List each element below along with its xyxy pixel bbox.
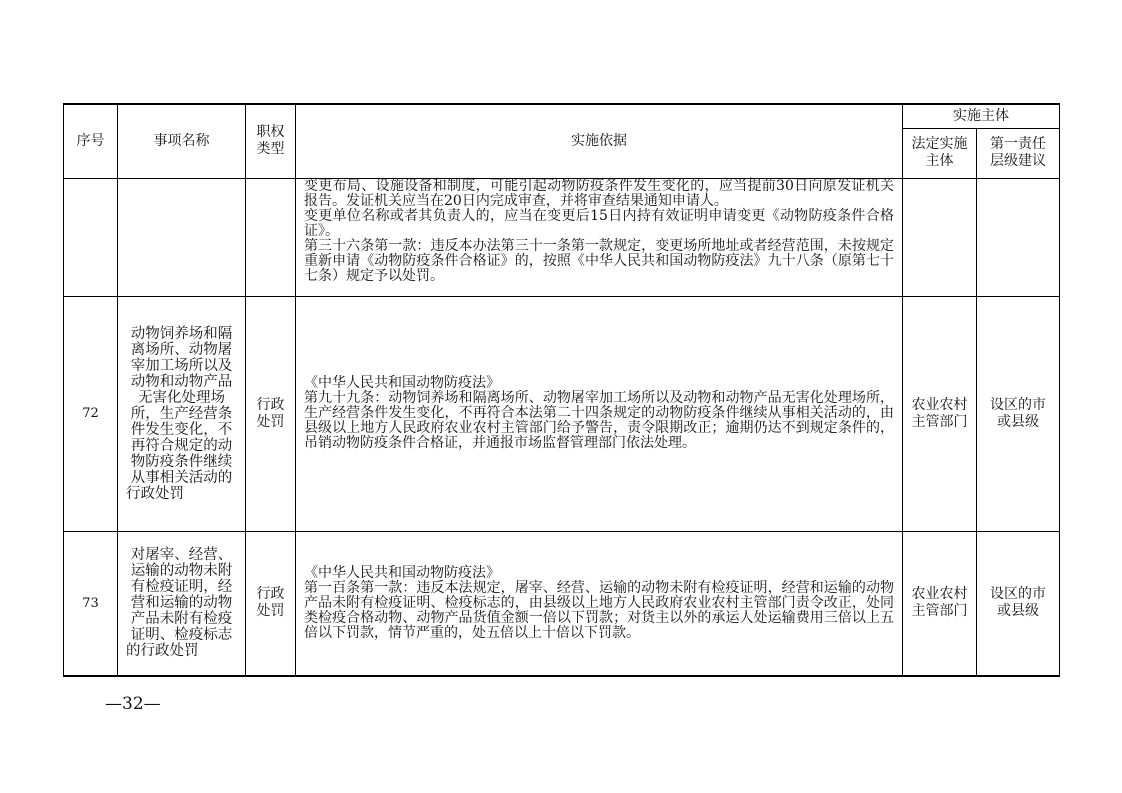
basis-text: 第一百条第一款：违反本法规定，屠宰、经营、运输的动物未附有检疫证明，经营和运输的动物产品未附有检疫证明、检疫标志的，由县级以上地方人民政府农业农村主管部门责令改正，处同类检疫合格动物、动物产品货值金额一倍以下罚款；对货主以外的承运人处运输费用三倍以上五倍以下罚款，情节严重的，处五倍以上十倍以下罚款。 [304,579,894,641]
row-legal-subject: 农业农村主管部门 [903,531,977,676]
row-item-name: 对屠宰、经营、运输的动物未附有检疫证明，经营和运输的动物产品未附有检疫证明、检疫标志的行政处罚 [118,531,246,676]
basis-paragraph: 变更单位名称或者其负责人的，应当在变更后15日内持有效证明申请变更《动物防疫条件合格证》。 [304,207,894,239]
continued-basis-cell [296,178,903,296]
basis-paragraph: 第三十六条第一款：违反本办法第三十一条第一款规定，变更场所地址或者经营范围，未按规定重新申请《动物防疫条件合格证》的，按照《中华人民共和国动物防疫法》九十八条（原第七十七条）规定予以处罚。 [304,237,894,284]
basis-title: 《中华人民共和国动物防疫法》 [304,375,500,391]
continued-seq-cell [64,178,118,296]
header-power-type: 职权类型 [246,104,296,178]
row-basis [296,531,903,676]
row-seq: 73 [64,531,118,676]
row-basis [296,296,903,531]
basis-paragraph: 变更布局、设施设备和制度，可能引起动物防疫条件发生变化的，应当提前30日向原发证机关报告。发证机关应当在20日内完成审查，并将审查结果通知申请人。 [304,177,894,209]
header-subject-group: 实施主体 [903,104,1060,128]
table-row [64,531,1060,676]
row-power-type: 行政处罚 [246,296,296,531]
header-item-name: 事项名称 [118,104,246,178]
row-first-level: 设区的市或县级 [977,296,1060,531]
continued-name-cell [118,178,246,296]
header-row [64,104,1060,128]
header-seq: 序号 [64,104,118,178]
basis-title: 《中华人民共和国动物防疫法》 [304,564,500,581]
header-first-level: 第一责任层级建议 [977,128,1060,178]
table-row-continued [64,178,1060,296]
basis-text: 第九十九条：动物饲养场和隔离场所、动物屠宰加工场所以及动物和动物产品无害化处理场所，生产经营条件发生变化，不再符合本法第二十四条规定的动物防疫条件继续从事相关活动的，由县级以上地方人民政府农业农村主管部门给予警告，责令限期改正；逾期仍达不到规定条件的，吊销动物防疫条件合格证，并通报市场监督管理部门依法处理。 [304,390,894,451]
row-seq: 72 [64,296,118,531]
regulation-table [63,103,1060,677]
header-basis: 实施依据 [296,104,903,178]
page-number: —32— [105,694,161,714]
continued-level-cell [977,178,1060,296]
continued-type-cell [246,178,296,296]
continued-legal-cell [903,178,977,296]
row-power-type: 行政处罚 [246,531,296,676]
table-row [64,296,1060,531]
row-item-name: 动物饲养场和隔离场所、动物屠宰加工场所以及动物和动物产品无害化处理场所，生产经营条件发生变化，不再符合规定的动物防疫条件继续从事相关活动的行政处罚 [118,296,246,531]
row-first-level: 设区的市或县级 [977,531,1060,676]
row-legal-subject: 农业农村主管部门 [903,296,977,531]
header-legal-subject: 法定实施主体 [903,128,977,178]
